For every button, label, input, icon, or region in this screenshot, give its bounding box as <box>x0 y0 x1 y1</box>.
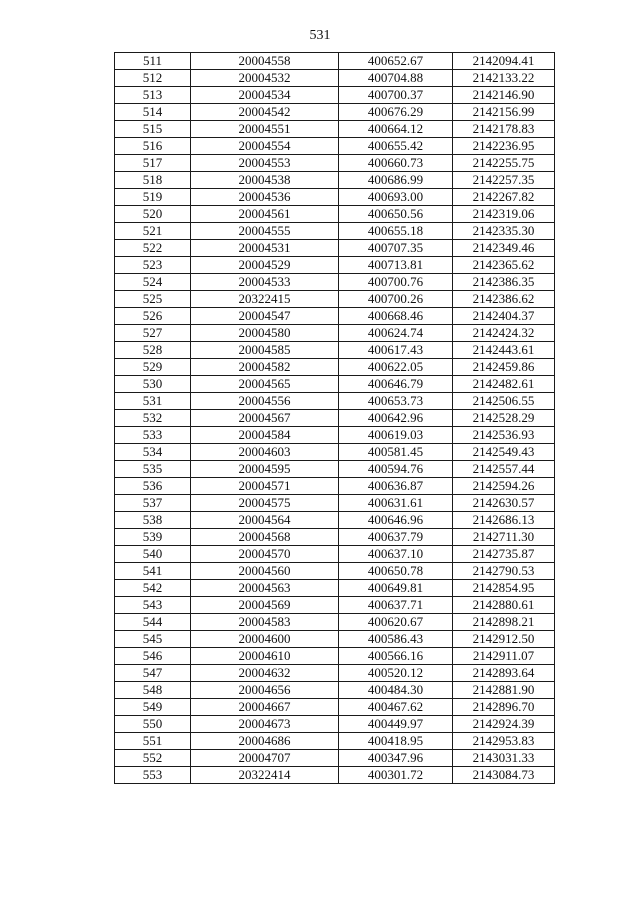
y-coordinate-cell: 2142880.61 <box>453 597 555 614</box>
x-coordinate-cell: 400650.56 <box>339 206 453 223</box>
row-index-cell: 525 <box>115 291 191 308</box>
point-id-cell: 20322415 <box>191 291 339 308</box>
table-row <box>115 648 555 665</box>
x-coordinate-cell: 400631.61 <box>339 495 453 512</box>
y-coordinate-cell: 2142594.26 <box>453 478 555 495</box>
row-index-cell: 519 <box>115 189 191 206</box>
table-row <box>115 53 555 70</box>
row-index-cell: 528 <box>115 342 191 359</box>
y-coordinate-cell: 2142349.46 <box>453 240 555 257</box>
x-coordinate-cell: 400449.97 <box>339 716 453 733</box>
row-index-cell: 542 <box>115 580 191 597</box>
y-coordinate-cell: 2142953.83 <box>453 733 555 750</box>
row-index-cell: 535 <box>115 461 191 478</box>
x-coordinate-cell: 400637.79 <box>339 529 453 546</box>
point-id-cell: 20004547 <box>191 308 339 325</box>
point-id-cell: 20004582 <box>191 359 339 376</box>
x-coordinate-cell: 400566.16 <box>339 648 453 665</box>
x-coordinate-cell: 400622.05 <box>339 359 453 376</box>
table-row <box>115 597 555 614</box>
row-index-cell: 552 <box>115 750 191 767</box>
x-coordinate-cell: 400652.67 <box>339 53 453 70</box>
y-coordinate-cell: 2142267.82 <box>453 189 555 206</box>
point-id-cell: 20004569 <box>191 597 339 614</box>
table-row <box>115 325 555 342</box>
x-coordinate-cell: 400594.76 <box>339 461 453 478</box>
row-index-cell: 529 <box>115 359 191 376</box>
table-row <box>115 546 555 563</box>
y-coordinate-cell: 2142404.37 <box>453 308 555 325</box>
row-index-cell: 553 <box>115 767 191 784</box>
table-row <box>115 342 555 359</box>
table-row <box>115 529 555 546</box>
y-coordinate-cell: 2142257.35 <box>453 172 555 189</box>
x-coordinate-cell: 400655.18 <box>339 223 453 240</box>
row-index-cell: 550 <box>115 716 191 733</box>
row-index-cell: 522 <box>115 240 191 257</box>
y-coordinate-cell: 2142424.32 <box>453 325 555 342</box>
y-coordinate-cell: 2143084.73 <box>453 767 555 784</box>
table-row <box>115 699 555 716</box>
point-id-cell: 20004707 <box>191 750 339 767</box>
x-coordinate-cell: 400617.43 <box>339 342 453 359</box>
point-id-cell: 20004561 <box>191 206 339 223</box>
x-coordinate-cell: 400660.73 <box>339 155 453 172</box>
point-id-cell: 20004556 <box>191 393 339 410</box>
row-index-cell: 548 <box>115 682 191 699</box>
point-id-cell: 20004673 <box>191 716 339 733</box>
point-id-cell: 20322414 <box>191 767 339 784</box>
point-id-cell: 20004531 <box>191 240 339 257</box>
point-id-cell: 20004632 <box>191 665 339 682</box>
point-id-cell: 20004538 <box>191 172 339 189</box>
table-row <box>115 70 555 87</box>
y-coordinate-cell: 2142335.30 <box>453 223 555 240</box>
row-index-cell: 511 <box>115 53 191 70</box>
x-coordinate-cell: 400704.88 <box>339 70 453 87</box>
table-row <box>115 631 555 648</box>
row-index-cell: 545 <box>115 631 191 648</box>
row-index-cell: 524 <box>115 274 191 291</box>
y-coordinate-cell: 2142630.57 <box>453 495 555 512</box>
y-coordinate-cell: 2142557.44 <box>453 461 555 478</box>
point-id-cell: 20004563 <box>191 580 339 597</box>
table-row <box>115 665 555 682</box>
y-coordinate-cell: 2142686.13 <box>453 512 555 529</box>
point-id-cell: 20004551 <box>191 121 339 138</box>
y-coordinate-cell: 2142506.55 <box>453 393 555 410</box>
table-row <box>115 87 555 104</box>
y-coordinate-cell: 2142133.22 <box>453 70 555 87</box>
y-coordinate-cell: 2142912.50 <box>453 631 555 648</box>
x-coordinate-cell: 400650.78 <box>339 563 453 580</box>
x-coordinate-cell: 400649.81 <box>339 580 453 597</box>
row-index-cell: 531 <box>115 393 191 410</box>
x-coordinate-cell: 400707.35 <box>339 240 453 257</box>
y-coordinate-cell: 2142482.61 <box>453 376 555 393</box>
x-coordinate-cell: 400467.62 <box>339 699 453 716</box>
y-coordinate-cell: 2142236.95 <box>453 138 555 155</box>
x-coordinate-cell: 400347.96 <box>339 750 453 767</box>
table-row <box>115 257 555 274</box>
y-coordinate-cell: 2142386.35 <box>453 274 555 291</box>
table-row <box>115 121 555 138</box>
row-index-cell: 536 <box>115 478 191 495</box>
table-row <box>115 206 555 223</box>
point-id-cell: 20004570 <box>191 546 339 563</box>
x-coordinate-cell: 400418.95 <box>339 733 453 750</box>
x-coordinate-cell: 400655.42 <box>339 138 453 155</box>
row-index-cell: 515 <box>115 121 191 138</box>
point-id-cell: 20004555 <box>191 223 339 240</box>
coordinates-table <box>114 52 555 784</box>
point-id-cell: 20004575 <box>191 495 339 512</box>
y-coordinate-cell: 2142365.62 <box>453 257 555 274</box>
table-row <box>115 223 555 240</box>
row-index-cell: 551 <box>115 733 191 750</box>
y-coordinate-cell: 2142386.62 <box>453 291 555 308</box>
table-row <box>115 461 555 478</box>
point-id-cell: 20004554 <box>191 138 339 155</box>
table-row <box>115 563 555 580</box>
table-row <box>115 291 555 308</box>
point-id-cell: 20004610 <box>191 648 339 665</box>
table-row <box>115 189 555 206</box>
point-id-cell: 20004553 <box>191 155 339 172</box>
y-coordinate-cell: 2142255.75 <box>453 155 555 172</box>
x-coordinate-cell: 400520.12 <box>339 665 453 682</box>
row-index-cell: 539 <box>115 529 191 546</box>
point-id-cell: 20004542 <box>191 104 339 121</box>
table-row <box>115 376 555 393</box>
point-id-cell: 20004564 <box>191 512 339 529</box>
y-coordinate-cell: 2142790.53 <box>453 563 555 580</box>
table-row <box>115 444 555 461</box>
x-coordinate-cell: 400301.72 <box>339 767 453 784</box>
x-coordinate-cell: 400586.43 <box>339 631 453 648</box>
point-id-cell: 20004595 <box>191 461 339 478</box>
point-id-cell: 20004585 <box>191 342 339 359</box>
row-index-cell: 534 <box>115 444 191 461</box>
table-row <box>115 104 555 121</box>
row-index-cell: 541 <box>115 563 191 580</box>
x-coordinate-cell: 400713.81 <box>339 257 453 274</box>
x-coordinate-cell: 400642.96 <box>339 410 453 427</box>
row-index-cell: 540 <box>115 546 191 563</box>
y-coordinate-cell: 2142549.43 <box>453 444 555 461</box>
point-id-cell: 20004536 <box>191 189 339 206</box>
x-coordinate-cell: 400700.37 <box>339 87 453 104</box>
point-id-cell: 20004560 <box>191 563 339 580</box>
row-index-cell: 526 <box>115 308 191 325</box>
row-index-cell: 530 <box>115 376 191 393</box>
table-row <box>115 393 555 410</box>
x-coordinate-cell: 400484.30 <box>339 682 453 699</box>
row-index-cell: 547 <box>115 665 191 682</box>
y-coordinate-cell: 2142536.93 <box>453 427 555 444</box>
table-row <box>115 716 555 733</box>
x-coordinate-cell: 400700.76 <box>339 274 453 291</box>
row-index-cell: 517 <box>115 155 191 172</box>
y-coordinate-cell: 2142735.87 <box>453 546 555 563</box>
table-row <box>115 172 555 189</box>
x-coordinate-cell: 400619.03 <box>339 427 453 444</box>
x-coordinate-cell: 400686.99 <box>339 172 453 189</box>
table-row <box>115 240 555 257</box>
x-coordinate-cell: 400581.45 <box>339 444 453 461</box>
row-index-cell: 521 <box>115 223 191 240</box>
table-row <box>115 478 555 495</box>
table-row <box>115 274 555 291</box>
y-coordinate-cell: 2142443.61 <box>453 342 555 359</box>
x-coordinate-cell: 400637.10 <box>339 546 453 563</box>
y-coordinate-cell: 2142898.21 <box>453 614 555 631</box>
point-id-cell: 20004580 <box>191 325 339 342</box>
point-id-cell: 20004583 <box>191 614 339 631</box>
y-coordinate-cell: 2142319.06 <box>453 206 555 223</box>
point-id-cell: 20004534 <box>191 87 339 104</box>
row-index-cell: 513 <box>115 87 191 104</box>
y-coordinate-cell: 2142911.07 <box>453 648 555 665</box>
table-row <box>115 308 555 325</box>
table-row <box>115 767 555 784</box>
point-id-cell: 20004529 <box>191 257 339 274</box>
table-row <box>115 495 555 512</box>
row-index-cell: 549 <box>115 699 191 716</box>
row-index-cell: 512 <box>115 70 191 87</box>
y-coordinate-cell: 2142893.64 <box>453 665 555 682</box>
point-id-cell: 20004532 <box>191 70 339 87</box>
x-coordinate-cell: 400636.87 <box>339 478 453 495</box>
y-coordinate-cell: 2142854.95 <box>453 580 555 597</box>
row-index-cell: 523 <box>115 257 191 274</box>
row-index-cell: 544 <box>115 614 191 631</box>
table-row <box>115 155 555 172</box>
table-row <box>115 427 555 444</box>
y-coordinate-cell: 2142178.83 <box>453 121 555 138</box>
x-coordinate-cell: 400624.74 <box>339 325 453 342</box>
row-index-cell: 532 <box>115 410 191 427</box>
point-id-cell: 20004568 <box>191 529 339 546</box>
table-row <box>115 580 555 597</box>
y-coordinate-cell: 2143031.33 <box>453 750 555 767</box>
row-index-cell: 527 <box>115 325 191 342</box>
table-row <box>115 733 555 750</box>
y-coordinate-cell: 2142896.70 <box>453 699 555 716</box>
x-coordinate-cell: 400668.46 <box>339 308 453 325</box>
point-id-cell: 20004565 <box>191 376 339 393</box>
y-coordinate-cell: 2142528.29 <box>453 410 555 427</box>
coordinates-table-body <box>115 53 555 784</box>
table-row <box>115 614 555 631</box>
x-coordinate-cell: 400664.12 <box>339 121 453 138</box>
point-id-cell: 20004600 <box>191 631 339 648</box>
table-row <box>115 359 555 376</box>
x-coordinate-cell: 400700.26 <box>339 291 453 308</box>
y-coordinate-cell: 2142156.99 <box>453 104 555 121</box>
row-index-cell: 533 <box>115 427 191 444</box>
row-index-cell: 546 <box>115 648 191 665</box>
point-id-cell: 20004533 <box>191 274 339 291</box>
x-coordinate-cell: 400693.00 <box>339 189 453 206</box>
y-coordinate-cell: 2142711.30 <box>453 529 555 546</box>
point-id-cell: 20004667 <box>191 699 339 716</box>
row-index-cell: 537 <box>115 495 191 512</box>
point-id-cell: 20004567 <box>191 410 339 427</box>
table-row <box>115 750 555 767</box>
point-id-cell: 20004686 <box>191 733 339 750</box>
x-coordinate-cell: 400646.96 <box>339 512 453 529</box>
point-id-cell: 20004558 <box>191 53 339 70</box>
point-id-cell: 20004584 <box>191 427 339 444</box>
y-coordinate-cell: 2142881.90 <box>453 682 555 699</box>
row-index-cell: 543 <box>115 597 191 614</box>
y-coordinate-cell: 2142459.86 <box>453 359 555 376</box>
x-coordinate-cell: 400653.73 <box>339 393 453 410</box>
point-id-cell: 20004656 <box>191 682 339 699</box>
x-coordinate-cell: 400637.71 <box>339 597 453 614</box>
table-row <box>115 512 555 529</box>
row-index-cell: 518 <box>115 172 191 189</box>
x-coordinate-cell: 400620.67 <box>339 614 453 631</box>
y-coordinate-cell: 2142094.41 <box>453 53 555 70</box>
table-row <box>115 138 555 155</box>
y-coordinate-cell: 2142146.90 <box>453 87 555 104</box>
x-coordinate-cell: 400676.29 <box>339 104 453 121</box>
point-id-cell: 20004603 <box>191 444 339 461</box>
row-index-cell: 514 <box>115 104 191 121</box>
y-coordinate-cell: 2142924.39 <box>453 716 555 733</box>
x-coordinate-cell: 400646.79 <box>339 376 453 393</box>
row-index-cell: 520 <box>115 206 191 223</box>
table-row <box>115 682 555 699</box>
point-id-cell: 20004571 <box>191 478 339 495</box>
row-index-cell: 516 <box>115 138 191 155</box>
table-row <box>115 410 555 427</box>
page-number: 531 <box>309 28 331 43</box>
row-index-cell: 538 <box>115 512 191 529</box>
